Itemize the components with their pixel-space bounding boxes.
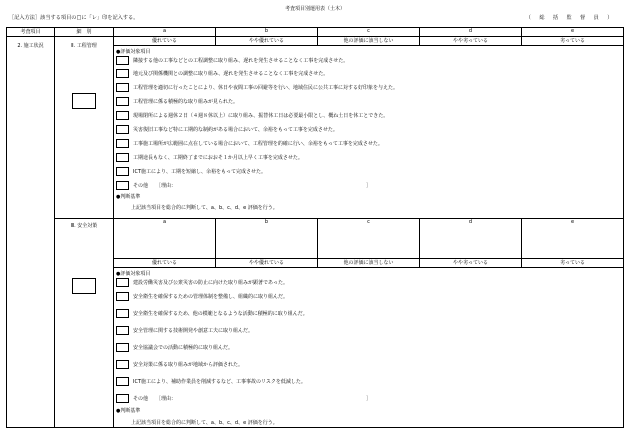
grade-d-letter: d — [420, 28, 522, 37]
criteria-item — [116, 66, 621, 80]
checkbox[interactable] — [116, 139, 129, 148]
judgement-text: 上記該当項目を総合的に判断して、a、b、c、d、e 評価を行う。 — [131, 420, 278, 426]
checkbox[interactable] — [116, 309, 129, 318]
header-category: 考査項目 — [7, 28, 55, 37]
criteria-item — [116, 356, 621, 373]
page-title: 考査項目別運用表（土木） — [284, 6, 345, 12]
grade-e-letter: e — [522, 28, 624, 37]
checkbox[interactable] — [116, 56, 129, 65]
evaluation-table — [6, 27, 624, 428]
other-label: その他 — [133, 395, 149, 402]
criteria-text: 工程管理を適切に行ったことにより、休日や夜間工事の回避等を行い、地域住民に公共工事に対する好印象を与えた。 — [133, 84, 399, 91]
overall-supervisor-label: （ 総 括 監 督 員 ） — [525, 15, 614, 21]
reason-label: ［理由： — [156, 182, 177, 189]
criteria-text: 災害復旧工事など特に工期的な制約がある場合において、余裕をもって工事を完成させた。 — [133, 126, 338, 133]
reason-label: ［理由： — [156, 395, 177, 402]
grade-c-letter: c — [318, 28, 420, 37]
checkbox[interactable] — [116, 343, 129, 352]
grade-d-label: やや劣っている — [420, 259, 522, 268]
grade-c-letter: c — [318, 219, 420, 259]
header-subcategory: 細 別 — [55, 28, 114, 37]
judgement-header: ●判断基準 — [116, 194, 141, 200]
grade-b-letter: b — [216, 219, 318, 259]
criteria-text: ICT施工により、工期を短縮し、余裕をもって完成させた。 — [133, 168, 267, 175]
checkbox-other[interactable] — [116, 181, 129, 190]
criteria-item — [116, 288, 621, 305]
judgement-header: ●判断基準 — [116, 408, 141, 414]
checkbox-other[interactable] — [116, 394, 129, 403]
grade-e-letter: e — [522, 219, 624, 259]
grade-b-label: やや優れている — [216, 259, 318, 268]
grade-letter-row-3 — [7, 219, 624, 259]
checkbox[interactable] — [116, 292, 129, 301]
criteria-text: 安全衛生を確保するための管理体制を整備し、組織的に取り組んだ。 — [133, 294, 289, 300]
subcategory-cell-3 — [55, 219, 114, 428]
category-label: 2. 施工状況 — [17, 43, 44, 49]
rating-box-2[interactable] — [72, 93, 96, 109]
checkbox[interactable] — [116, 125, 129, 134]
criteria-cell-2 — [114, 46, 624, 219]
criteria-item — [116, 136, 621, 150]
criteria-text: 工期途長もなく、工期終了までにおおそ１か月以上早く工事を完成させた。 — [133, 154, 303, 161]
criteria-item — [116, 122, 621, 136]
eval-items-header: ●評価対象項目 — [116, 49, 151, 55]
criteria-text: 安全衛生を確保するため、他の模範となるような活動に積極的に取り組んだ。 — [133, 311, 308, 317]
criteria-text: 安全協議会での活動に積極的に取り組んだ。 — [133, 345, 234, 351]
checkbox[interactable] — [116, 69, 129, 78]
criteria-item — [116, 108, 621, 122]
checkbox[interactable] — [116, 278, 129, 287]
criteria-text: ICT施工により、補助作業員を削減するなど、工事事故のリスクを低減した。 — [133, 379, 306, 385]
criteria-text: 安全対策に係る取り組みが地域から評価された。 — [133, 362, 244, 368]
other-label: その他 — [133, 182, 149, 189]
grade-a-label: 優れている — [114, 259, 216, 268]
grade-b-letter: b — [216, 28, 318, 37]
category-cell — [7, 37, 55, 428]
grade-d-label: やや劣っている — [420, 37, 522, 46]
criteria-text: 現場閉所による週休２日（４週８休以上）に取り組み、振替休工日は必要最小限とし、概ね土日を休工とできた。 — [133, 112, 389, 119]
grade-a-letter: a — [114, 219, 216, 259]
checkbox[interactable] — [116, 377, 129, 386]
criteria-cell-3 — [114, 268, 624, 428]
instruction-text: ［記入方法］該当する項目の□に「レ」印を記入する。 — [9, 15, 139, 21]
criteria-item — [116, 164, 621, 178]
checkbox[interactable] — [116, 360, 129, 369]
reason-close: ］ — [366, 395, 372, 402]
evaluation-sheet — [6, 27, 623, 426]
checkbox[interactable] — [116, 167, 129, 176]
criteria-item-other — [116, 178, 621, 192]
grade-e-label: 劣っている — [522, 259, 624, 268]
grade-a-label: 優れている — [114, 37, 216, 46]
criteria-text: 工事施工場所が広範囲に点在している場合において、工程管理を的確に行い、余裕をもって工事を完成させた。 — [133, 140, 383, 147]
checkbox[interactable] — [116, 83, 129, 92]
criteria-item — [116, 322, 621, 339]
judgement-text: 上記該当項目を総合的に判断して、a、b、c、d、e 評価を行う。 — [131, 205, 278, 211]
criteria-text: 建設労働災害及び公衆災害の防止に向けた取り組みが顕著であった。 — [133, 280, 288, 286]
grade-e-label: 劣っている — [522, 37, 624, 46]
subcategory-cell-2 — [55, 37, 114, 219]
criteria-item — [116, 55, 621, 66]
grade-c-label: 他の評価に該当しない — [318, 259, 420, 268]
criteria-item — [116, 150, 621, 164]
subcategory-label-3: Ⅲ. 安全対策 — [70, 223, 98, 229]
subcategory-label-2: Ⅱ. 工程管理 — [71, 43, 97, 49]
criteria-item — [116, 94, 621, 108]
reason-close: ］ — [366, 182, 372, 189]
criteria-text: 隣接する他の工事などとの工程調整に取り組み、遅れを発生させることなく工事を完成させた。 — [133, 58, 349, 64]
grade-d-letter: d — [420, 219, 522, 259]
checkbox[interactable] — [116, 326, 129, 335]
criteria-item — [116, 305, 621, 322]
header-row — [7, 28, 624, 37]
checkbox[interactable] — [116, 111, 129, 120]
rating-box-3[interactable] — [72, 278, 96, 294]
grade-c-label: 他の評価に該当しない — [318, 37, 420, 46]
criteria-item — [116, 339, 621, 356]
criteria-text: 安全管理に関する技術開発や創意工夫に取り組んだ。 — [133, 328, 254, 334]
checkbox[interactable] — [116, 97, 129, 106]
criteria-item — [116, 373, 621, 390]
grade-label-row — [7, 37, 624, 46]
criteria-item-other — [116, 390, 621, 406]
criteria-text: 工程管理に係る積極的な取り組みが見られた。 — [133, 98, 239, 105]
criteria-item — [116, 277, 621, 288]
checkbox[interactable] — [116, 153, 129, 162]
grade-b-label: やや優れている — [216, 37, 318, 46]
criteria-item — [116, 80, 621, 94]
criteria-text: 地元及び関係機関との調整に取り組み、遅れを発生させることなく工事を完成させた。 — [133, 70, 329, 77]
grade-a-letter: a — [114, 28, 216, 37]
eval-items-header: ●評価対象項目 — [116, 271, 151, 277]
